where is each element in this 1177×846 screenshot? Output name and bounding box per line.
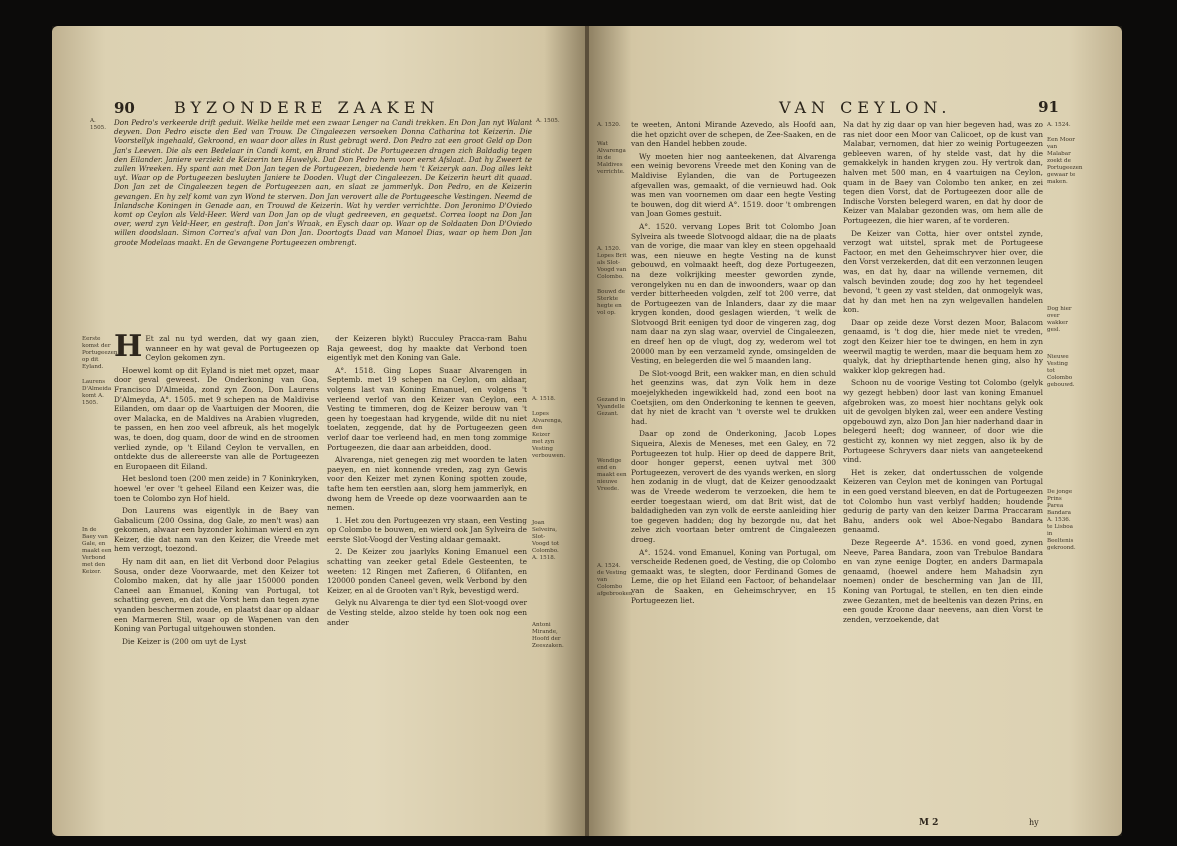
paragraph: A°. 1520. vervang Lopes Brit tot Colombo Joan Sylveira als tweede Slotvoogd aldaar, die na de plaats van de vorige, die maar van kley en steen opgehaald was, een nieuwe en hegte Vesting na de kunst gebouwd, en volmaakt heeft, dog deze Portugeezen, na deze volkrijking meester geworden zynde, verongelyken nu en dan de inwoonders, waar op dan verder bitterheeden volgden, zelf tot 200 verre, dat de Portugeezen van de Inlanders, daar zy die maar krygen konden, dood geslagen wierden, 't welk de Slotvoogd Brit eenigen tyd door de vingeren zag, dog nam daar na zyn slag waar, overviel de Cingaleezen, en dreef hen op de vlugt, dog zy, wederom wel tot 20000 man by een verzameld zynde, omsingelden de Vesting, en belegerden die wel 5 maanden lang. [631, 221, 836, 366]
margin-note: Wat Alvarenga in de Maldives verrichte. [597, 141, 626, 175]
margin-note: In de Baey van Gale, en maakt een Verbond met den Keizer. [82, 527, 112, 575]
left-page-number: 90 [114, 99, 135, 117]
right-margin-notes [532, 396, 566, 658]
margin-note: Eerste komst der Portugeezen op dit Eyland. [82, 336, 118, 370]
margin-note: Dog hier over wakker gesl. [1047, 306, 1072, 333]
margin-note: A. 1520. [597, 122, 621, 128]
left-running-head [114, 98, 534, 117]
paragraph: A°. 1518. Ging Lopes Suaar Alvarengen in Septemb. met 19 schepen na Ceylon, om aldaar, volgens last van Koning Emanuel, en volgens 't verleend verlof van den Keizer van Ceylon, een Vesting te timmeren, dog de Keizer berouw van 't geen hy toegestaan had krygende, wilde dit nu niet toelaten, zeggende, dat hy de Portugeezen geen verlof daar toe verleend had, en men tong zommige Portugeezen, die daar aan arbeidden, dood. [327, 365, 527, 452]
margin-note: Antoni Mirande, Hoofd der Zeeszaken. [532, 622, 564, 649]
paragraph: Het beslond toen (200 men zeide) in 7 Koninkryken, hoewel 'er over 't geheel Eiland een Keizer was, die toen te Colombo zyn Hof hield. [114, 474, 319, 503]
margin-note: A. 1520. Lopes Brit als Slot-Voogd van Colombo. [597, 246, 627, 280]
right-page-outer-margin-notes [1047, 122, 1083, 560]
right-page-inner-margin-notes [597, 122, 635, 606]
right-page [589, 26, 1122, 836]
right-running-title: VAN CEYLON. [779, 98, 952, 117]
paragraph: De Slot-voogd Brit, een wakker man, en dien schuld het geenzins was, dat zyn Volk hem in deze moejelykheden ingewikkeld had, zond een boot na Coetsjien, om den Onderkoning te kennen te geeven, dat hy niet de kracht van 't overste wel te drukken had. [631, 368, 836, 426]
right-year-marker: A. 1505. [536, 118, 560, 124]
margin-note: Lopes Alvarenga, den Keizer met zyn Vesting verbouwen. [532, 411, 566, 459]
paragraph: Schoon nu de voorige Vesting tot Colombo (gelyk wy gezegt hebben) door last van koning Emanuel afgebroken was, zo moest hier nochtans gelyk ook uit de gevolgen blyken zal, weer een andere Vesting opgebouwd zyn, alzo Don Jan hier naderhand daar in belegerd heeft; dog wanneer, of door wie die gesticht zy, konnen wy niet zeggen, also ik by de Portugeese Schryvers daar niets van aangeteekend vind. [843, 378, 1043, 465]
paragraph: A°. 1524. vond Emanuel, Koning van Portugal, om verscheide Redenen goed, de Vesting, die op Colombo gemaakt was, te slegten, door Ferdinand Gomes de Leme, die op het Eiland een Factoor, of behandelaar van de Saaken, en Geheimschryver, en 15 Portugeezen liet. [631, 547, 836, 605]
paragraph: Het is zeker, dat ondertusschen de volgende Keizeren van Ceylon met de koningen van Portugal in een goed verstand bleeven, en dat de Portugeezen tot Colombo hun vast verblyf hadden; houdende gedurig de party van den keizer Darma Praccaram Bahu, anders ook wel Aboe-Negabo Bandara genaamd. [843, 467, 1043, 535]
left-running-title: BYZONDERE ZAAKEN [173, 98, 440, 117]
paragraph: Et zal nu tyd werden, dat wy gaan zien, wanneer en hy wat geval de Portugeezen op Ceylon gekomen zyn. [145, 334, 319, 363]
paragraph: Don Laurens was eigentlyk in de Baey van Gabalicum (200 Ossina, dog Gale, zo men't was) aan gekomen, alwaar een byzonder kohiman wierd en zyn Keizer, die dat nam van den Keizer, die Vreede met hem verzogt, toezond. [114, 506, 319, 554]
paragraph: Deze Regeerde A°. 1536. en vond goed, zynen Neeve, Parea Bandara, zoon van Trebuloe Bandara en van zyne eenige Dogter, en anders Darmapala genaamd, (hoewel andere hem Mahadsin zyn noemen) onder de bescherming van Jan de III, Koning van Portugal, te stellen, en ten dien einde zwee Gezanten, met de beeltenis van dezen Prins, en een goude Kroone daar neevens, aan dien Vorst te zenden, verzoekende, dat [843, 537, 1043, 624]
margin-note: A. 1518. [532, 396, 556, 402]
paragraph: der Keizeren blykt) Rucculey Pracca-ram Bahu Raja geweest, dog hy maakte dat Verbond toen eigentlyk met den Koning van Gale. [327, 334, 527, 363]
drop-cap-initial: H [114, 329, 143, 364]
paragraph: De Keizer van Cotta, hier over ontstel zynde, verzogt wat uitstel, sprak met de Portugeese Factoor, en met den Geheimschryver hier over, die den Vorst verzekerden, dat dit een verzonnen leugen was, en dat hy, daar na willende vernemen, dit valsch bevinden zoude; dog zoo hy het tegendeel bevond, 't geen zy vast stelden, dat onmogelyk was, dat hy dan met hen na zyn welgevallen handelen kon. [843, 228, 1043, 315]
paragraph: Hoewel komt op dit Eyland is niet met opzet, maar door geval geweest. De Onderkoning van Goa, Francisco D'Almeida, zond zyn Zoon, Don Laurens D'Almeyda, A°. 1505. met 9 schepen na de Maldivise Eilanden, om daar op de Vaartuigen der Mooren, die over Malacka, en de Maldives na Arabien vlugreden, te passen, en hen zoo veel afbreuk, als het mogelyk was, te doen, dog quam, door de wind en de stroomen verlied zynde, op 't Eiland Ceylon te vervallen, en ontdekte dus de allereerste van alle de Portugeezen en Europaeen dit Eiland. [114, 365, 319, 471]
paragraph: Alvarenga, niet genegen zig met woorden te laten paeyen, en niet konnende vreden, zag zyn Gewis voor den Keizer met zynen Koning spotten zoude, tafte hem ten eerstlen aan, slorg hem jammerlyk, en dwong hem de Vreede op deze voorwaarden aan te nemen. [327, 455, 527, 513]
margin-note: De jonge Prins Parea Bandara A. 1536. te Lisboa in Beeltenis gekroond. [1047, 489, 1076, 551]
margin-note: Een Moor van Malabar zoekt de Portugeezen gewaar te maken. [1047, 137, 1083, 185]
paragraph: Gelyk nu Alvarenga te dier tyd een Slot-voogd over de Vesting stelde, alzoo stelde hy toen ook nog een ander [327, 598, 527, 627]
left-column-1 [114, 329, 319, 649]
paragraph: te weeten, Antoni Mirande Azevedo, als Hoofd aan, die het opzicht over de schepen, de Zee-Saaken, en de van den Handel hebben zoude. [631, 120, 836, 149]
book-spread [52, 26, 1122, 836]
right-running-head [629, 98, 1069, 117]
right-column-1 [631, 120, 836, 608]
margin-note: Wendige end en maakt een nieuwe Vreede. [597, 458, 627, 492]
paragraph: Hy nam dit aan, en liet dit Verbond door Pelagius Sousa, onder deze Voorwaarde, met den Keizer tot Colombo maken, dat hy alle jaar 150000 ponden Caneel aan Emanuel, Koning van Portugal, tot schatting geven, en dat die Vorst hem dan tegen zyne vyanden beschermen zoude, en plaatst daar op aldaar een Marmeren Stil, waar op de Wapenen van den Koning van Portugal uitgehouwen stonden. [114, 557, 319, 634]
margin-note: Bouwd de Sterkte hegte en vol op. [597, 289, 626, 316]
left-column-2 [327, 334, 527, 630]
catchword: hy [1029, 818, 1039, 827]
left-year-marker: A. 1505. [90, 118, 107, 131]
right-column-2 [843, 120, 1043, 627]
left-margin-notes [82, 336, 118, 584]
margin-note: Gezand in Vyandelle Gezant. [597, 397, 626, 417]
treaty-clause: 1. Het zou den Portugeezen vry staan, een Vesting op Colombo te bouwen, en wierd ook Jan Sylveira de eerste Slot-Voogd der Vesting aldaar gemaakt. [327, 515, 527, 544]
treaty-clause: 2. De Keizer zou jaarlyks Koning Emanuel een schatting van zeeker getal Edele Gesteenten, te weeten: 12 Ringen met Zafieren, 6 Olifanten, en 120000 ponden Caneel geven, welk Verbond by den Keizer, en al de Grooten van't Ryk, bevestigd werd. [327, 547, 527, 595]
paragraph: Die Keizer is (200 om uyt de Lyst [122, 636, 247, 646]
margin-note: A. 1524. de Vesting van Colombo afgebrooken. [597, 563, 635, 597]
paragraph: Na dat hy zig daar op van hier begeven had, was zo ras niet door een Moor van Calicoet, op de kust van Malabar, vernomen, dat hier zo weinig Portugeezen gebleeven waren, of hy stelde vast, dat hy die gemakkelyk in handen krygen zou. Hy vertrok dan, halven met 500 man, en 4 vaartuigen na Ceylon, quam in de Baey van Colombo ten anker, en zei tegen dien Vorst, dat de Portugeezen door alle de Indische Vorsten belegerd waren, en dat hy door de Keizer van Malabar gezonden was, om hem alle de Portugeezen, die hier waren, af te vorderen. [843, 120, 1043, 225]
margin-note: Laurens D'Almeida komt A. 1505. [82, 379, 112, 406]
left-page [52, 26, 587, 836]
chapter-summary: Don Pedro's verkeerde drift geduit. Welke heilde met een zwaar Lenger na Candi trekken. En Don Jan nyt Walant deyven. Don Pedro eiscte den Eed van Trouw. De Cingaleezen versoeken Donna Catharina tot Keizerin. Die Voorstellyk ingehaald, Gekroond, en waar door alles in Rust gebragt werd. Don Pedro zat een groot Geld op Don Jan's Leeven. Die als een Bedelaar in Candi komt, en Brand sticht. De Portugeezen dragen zich Baldadig tegen den Eilander. Janiere verziekt de Keizerin ten Huwelyk. Dat Don Pedro hem voor eerst Afslaat. Dat hy Zweert te zullen Wreeken. Hy spant aan met Don Jan tegen de Portugeezen, biedende hem 't Keizeryk aan. Dog alles lekt uyt. Waar op de Portugeezen besluyten Janiere te Dooden. Vlugt der Cingaleezen. De Keizerin heurt dit quaad. Don Jan zet de Cingaleezen tegen de Portugeezen aan, en slaat ze jammerlyk. Don Pedro, en de Keizerin gevangen. En hy zelf komt van zyn Wond te sterven. Don Jan verovert alle de Portugeesche Vestingen. Neemd de Inlandsche Koningen in Genade aan, en Trouwd de Keizerin. Wat hy verder verrichtte. Don Jeronimo D'Oviedo komt op Ceylon als Veld-Heer. Werd van Don Jan op de vlugt gedreeven, en gequetst. Correa loopt na Don Jan over, werd zyn Veld-Heer, en gestraft. Don Jan's Wraak, en Eysch daar op. Waar op de Soldaaten Don D'Oviedo willen doodslaan. Simon Correa's afval van Don Jan. Doortogts Daad van Manoel Dias, waar op hem Don Jan groote Modelaas maakt. En de Gevangene Portugeezen ombrengt. [114, 118, 532, 247]
signature-mark: M 2 [919, 818, 939, 828]
margin-note: Joan Selveira, Slot-Voogd tot Colombo. A. 1518. [532, 520, 560, 561]
paragraph: Daar op zond de Onderkoning, Jacob Lopes Siqueira, Alexis de Meneses, met een Galey, en 72 Portugeezen tot hulp. Hier op deed de dappere Brit, door honger geperst, eenen uytval met 300 Portugeezen, verovert de des vyands werken, en slorg hen zodanig in de vlugt, dat de Keizer genoodzaakt was de Vreede wederom te verzoeken, die hem te eerder toegestaan wierd, om dat Brit wist, dat de baldadigheden van zyn volk de eerste aanleiding hier toe gegeven hadden; dog hy bezorgde nu, dat het zelve zich voortaan beter omtrent de Cingaleezen droeg. [631, 429, 836, 544]
paragraph: Daar op zeide deze Vorst dezen Moor, Balacom genaamd, is 't dog die, hier mede niet te vreden, zogt den Keizer hier toe te dwingen, en hem in zyn weerwil magtig te werden, maar die bequam hem zo qualyk, dat hy driepthartende henen ging, also hy wakker klop gekregen had. [843, 317, 1043, 375]
margin-note: Nieuwe Vesting tot Colombo gebouwd. [1047, 354, 1075, 388]
margin-note: A. 1524. [1047, 122, 1071, 128]
paragraph: Wy moeten hier nog aanteekenen, dat Alvarenga een weinig bevorens Vreede met den Koning van de Maldivise Eylanden, die van de Portugeezen afgevallen was, gemaakt, of die vernieuwd had. Ook was men van voornemen om daar een hegte Vesting te bouwen, dog dit wierd A°. 1519. door 't ombrengen van Joan Gomes gestuit. [631, 151, 836, 219]
right-page-number: 91 [1038, 98, 1059, 116]
